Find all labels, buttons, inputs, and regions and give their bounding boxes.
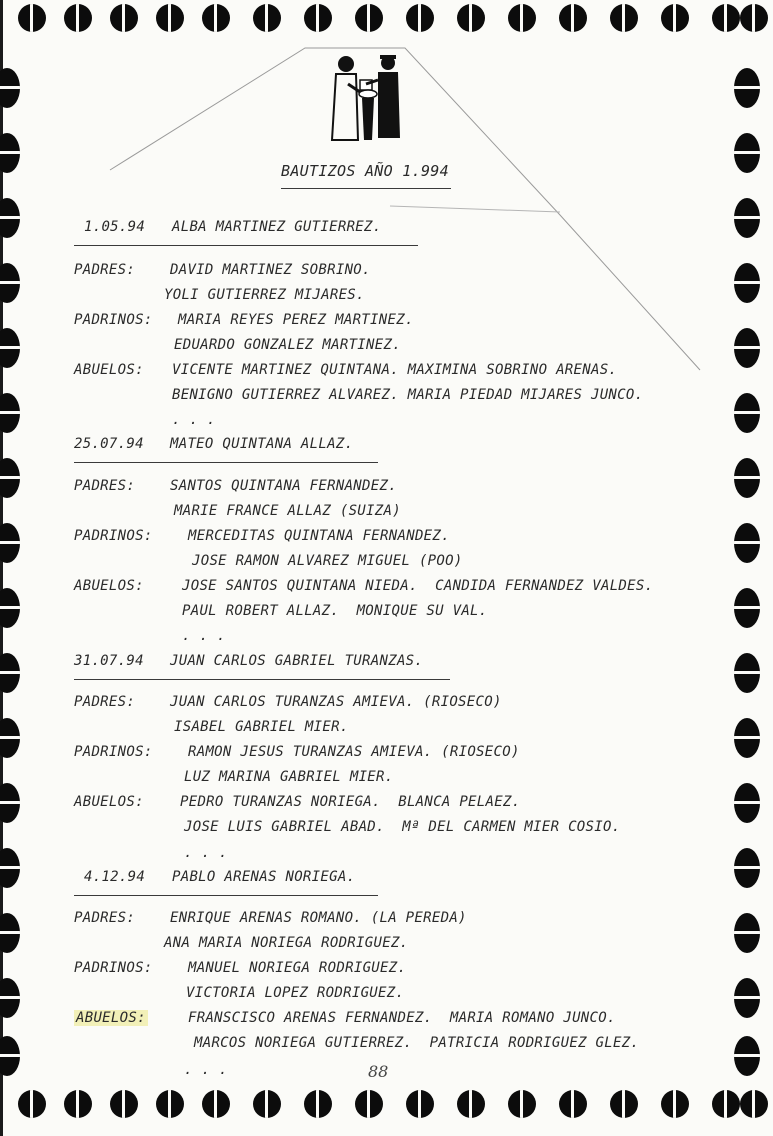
entry-name: JUAN CARLOS GABRIEL TURANZAS. xyxy=(170,653,424,669)
entry-name: ALBA MARTINEZ GUTIERREZ. xyxy=(172,219,382,235)
padrinos-label: PADRINOS: xyxy=(74,744,153,760)
entry-ellipsis: . . . xyxy=(184,845,228,861)
abuelo-line: PEDRO TURANZAS NORIEGA. BLANCA PELAEZ. xyxy=(180,794,521,810)
abuelo-line: JOSE SANTOS QUINTANA NIEDA. CANDIDA FERNANDEZ VALDES. xyxy=(182,578,654,594)
abuelo-line: VICENTE MARTINEZ QUINTANA. MAXIMINA SOBRINO ARENAS. xyxy=(172,362,618,378)
entry-rule xyxy=(74,245,418,246)
padrino-line: JOSE RAMON ALVAREZ MIGUEL (POO) xyxy=(192,553,463,569)
abuelo-line: FRANSCISCO ARENAS FERNANDEZ. MARIA ROMANO JUNCO. xyxy=(188,1010,616,1026)
abuelo-line: MARCOS NORIEGA GUTIERREZ. PATRICIA RODRIGUEZ GLEZ. xyxy=(194,1035,640,1051)
entry-ellipsis: . . . xyxy=(172,412,216,428)
entry-name: MATEO QUINTANA ALLAZ. xyxy=(170,436,354,452)
padrino-line: MERCEDITAS QUINTANA FERNANDEZ. xyxy=(188,528,450,544)
entry-date: 31.07.94 xyxy=(74,653,144,669)
abuelos-label: ABUELOS: xyxy=(76,1010,146,1026)
padrino-line: LUZ MARINA GABRIEL MIER. xyxy=(184,769,394,785)
padrino-line: VICTORIA LOPEZ RODRIGUEZ. xyxy=(186,985,405,1001)
padres-label: PADRES: xyxy=(74,694,136,710)
padre-line: ANA MARIA NORIEGA RODRIGUEZ. xyxy=(164,935,409,951)
padre-line: JUAN CARLOS TURANZAS AMIEVA. (RIOSECO) xyxy=(170,694,502,710)
page-title: BAUTIZOS AÑO 1.994 xyxy=(281,162,449,180)
padrino-line: MARIA REYES PEREZ MARTINEZ. xyxy=(178,312,414,328)
title-rule xyxy=(281,188,451,189)
padrinos-label: PADRINOS: xyxy=(74,960,153,976)
abuelo-line: PAUL ROBERT ALLAZ. MONIQUE SU VAL. xyxy=(182,603,488,619)
entry-date: 4.12.94 xyxy=(84,869,146,885)
padres-label: PADRES: xyxy=(74,478,136,494)
entry-date: 1.05.94 xyxy=(84,219,146,235)
padres-label: PADRES: xyxy=(74,910,136,926)
abuelos-label: ABUELOS: xyxy=(74,578,144,594)
page-number: 88 xyxy=(368,1062,389,1081)
padre-line: YOLI GUTIERREZ MIJARES. xyxy=(164,287,365,303)
abuelo-line: JOSE LUIS GABRIEL ABAD. Mª DEL CARMEN MIER COSIO. xyxy=(184,819,621,835)
entry-rule xyxy=(74,462,378,463)
padre-line: DAVID MARTINEZ SOBRINO. xyxy=(170,262,371,278)
abuelo-line: BENIGNO GUTIERREZ ALVAREZ. MARIA PIEDAD MIJARES JUNCO. xyxy=(172,387,644,403)
entry-date: 25.07.94 xyxy=(74,436,144,452)
entry-rule xyxy=(74,895,378,896)
padrino-line: RAMON JESUS TURANZAS AMIEVA. (RIOSECO) xyxy=(188,744,520,760)
padrino-line: EDUARDO GONZALEZ MARTINEZ. xyxy=(174,337,401,353)
padrinos-label: PADRINOS: xyxy=(74,312,153,328)
padre-line: MARIE FRANCE ALLAZ (SUIZA) xyxy=(174,503,401,519)
padre-line: ISABEL GABRIEL MIER. xyxy=(174,719,349,735)
padres-label: PADRES: xyxy=(74,262,136,278)
abuelos-label: ABUELOS: xyxy=(74,362,144,378)
padrinos-label: PADRINOS: xyxy=(74,528,153,544)
padre-line: ENRIQUE ARENAS ROMANO. (LA PEREDA) xyxy=(170,910,467,926)
abuelos-label: ABUELOS: xyxy=(74,794,144,810)
padre-line: SANTOS QUINTANA FERNANDEZ. xyxy=(170,478,397,494)
padrino-line: MANUEL NORIEGA RODRIGUEZ. xyxy=(188,960,407,976)
entry-name: PABLO ARENAS NORIEGA. xyxy=(172,869,356,885)
baptism-scene-icon xyxy=(326,54,406,142)
entry-ellipsis: . . . xyxy=(182,628,226,644)
entry-ellipsis: . . . xyxy=(184,1062,228,1078)
entry-rule xyxy=(74,679,450,680)
